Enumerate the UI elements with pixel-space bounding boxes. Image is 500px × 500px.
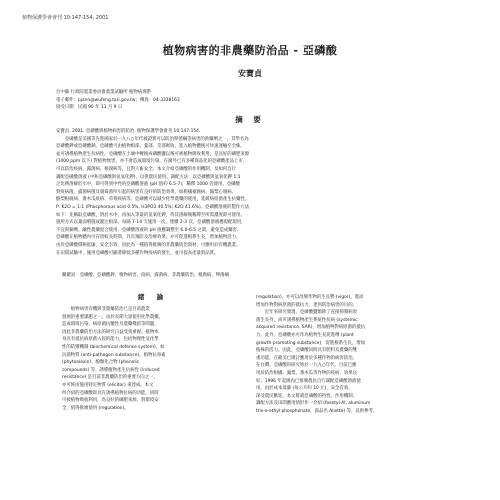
abstract-line: 在田間試驗中，施用亞磷酸可顯著降低多種作物疫病的發生，並可提高產量與品質。 (56, 250, 219, 256)
body-line: 身具有抵抗病原菌入侵的能力，包括物理性及化學 (62, 337, 159, 343)
accepted-date-line: 接受日期：民國 90 年 11 月 9 日 (56, 105, 123, 110)
introduction-heading: 緒 論 (137, 293, 169, 301)
body-line: 所介紹的亞磷酸即具有誘導植物抗病的功能，同時 (62, 390, 159, 396)
abstract-line: 如下：先稱取亞磷酸，溶於水中，再加入等量的氫氧化鉀，待其溶解後稀釋至所需濃度即可使用。 (56, 212, 245, 218)
contact-line: 電子郵件：pjann@wufeng.tari.gov.tw；傳真：04-3338162 (56, 97, 180, 103)
abstract-line: 安寶貞. 2001. 亞磷酸與植物病害的防治. 植物保護學會會刊 10:147-154. (56, 129, 201, 134)
body-line: 可被植物吸收利用，為良好的磷肥來源，對環境安 (62, 398, 159, 404)
body-line: 重功能，在歐美已廣泛應用於多種作物的病害防治。 (256, 355, 357, 361)
abstract-line: 亞磷酸在植物體內可存留較長時間，具有預防及治療效果，亦可促進根系生長，增加植物活力。 (56, 235, 241, 241)
body-line: acquired resistance, SAR)，增加植物對病原菌的抵抗 (256, 325, 366, 331)
body-line: growth-promoting substance)，促進根系生長，增加 (256, 340, 365, 346)
keywords-line: 關鍵詞：亞磷酸、亞磷酸鉀、植物病害、疫病、露菌病、非農藥防治、根腐病、卵菌綱 (62, 273, 229, 278)
body-line: 深受農民歡迎。本文將就亞磷酸的特性、作用機制、 (256, 393, 357, 399)
abstract-line: (1000 ppm 以下) 對植物無害，亦不會造成環境污染。在國外已有多種商品化的亞磷酸產品上市， (56, 159, 248, 165)
body-line: (regulation)，亦可以改變作物的生長勢 (vigor)，進而 (256, 295, 364, 300)
affiliation-line: 台中縣 行政院農業委員會農業試驗所 植物病理系 (56, 90, 151, 95)
affiliation-block (56, 89, 180, 112)
body-line: compounds) 等。誘導植物產生抗病性 (induced (62, 367, 160, 373)
abstract-line: 亞磷酸是美國等先進國家於一九八○年代被證實可以防治卵菌綱等病害的新藥劑之一，其學名為 (56, 136, 249, 142)
abstract-line: 之比例溶解於水中，即可得到中性的亞磷酸溶液 (pH 值約 6.5-7)，稀釋 1000 倍使用。亞磷酸 (56, 182, 240, 188)
body-line: 調配方法及田間應用情形作一介紹 (fosetyl-Al, aluminum (256, 401, 371, 407)
body-line: 造成環境污染、病原菌抗藥性及農藥殘留等問題， (62, 322, 159, 328)
paper-title: 植物病害的非農藥防治品 - 亞磷酸 (162, 44, 338, 57)
abstract-line: 亞磷酸鉀或亞磷酸鈉。亞磷酸可由植物根部、葉部、莖部吸收，進入植物體後可快速運輸至全株， (56, 144, 245, 150)
abstract-line: 不宜與銅劑、鹼性農藥混合使用。亞磷酸溶液的 pH 值應調整至 6.0-6.5 之間，避免造成藥害。 (56, 227, 242, 233)
body-line: 植物病害有機與非農藥防治已是目前農業 (62, 307, 150, 312)
running-head: 植物保護學會會刊 10:147-154, 2001 (22, 15, 109, 21)
body-line: 在台灣，亞磷酸的研究始於一九九○年代，目前已應 (256, 363, 357, 369)
body-line: tris-o-ethyl phosphonate，商品名 Aliette) 等，以供參考。 (256, 408, 378, 414)
body-line: 因此非農藥防治方法的研究日益受到重視。植物本 (62, 329, 159, 335)
body-line: 抗菌物質 (anti-pathogen substance)、植物抗毒素 (62, 352, 166, 358)
abstract-line: 調配亞磷酸溶液 (中和亞磷酸與氫氧化鉀)，以供農民使用。調配方法：以亞磷酸與氫氧化鉀 1:1 (56, 174, 241, 180)
abstract-body (56, 128, 446, 257)
body-line: resistance) 是目前非農藥防治的重要方向之一， (62, 375, 158, 381)
body-line: 好。1996 年起國內已推廣農民自行調配亞磷酸溶液使 (256, 378, 361, 384)
abstract-line: 對疫病菌、露菌病菌及腐霉菌所引起的病害有良好的防治效果，如柑橘裾腐病、鳳梨心腐病、 (56, 189, 237, 195)
body-line: 性的防禦機制 (biochemical defense system)，如 (62, 344, 165, 350)
abstract-line: 並可誘導植物產生抗病性。亞磷酸在土壤中轉換成磷酸鹽以後可被植物吸收利用，是良好的磷肥來源 (56, 151, 250, 157)
body-line: 全，值得推廣使用 (regulation)。 (62, 405, 129, 411)
abstract-heading: 摘 要 (235, 115, 265, 124)
body-line: 近年來研究發現，亞磷酸鹽類除了直接抑制病原 (256, 310, 357, 316)
body-line: (phytoalexin)、酚類化合物 (phenolic (62, 360, 140, 366)
body-line: 發展的重要課題之一。由於長期大量使用化學農藥， (62, 314, 163, 320)
abstract-line: 由於亞磷酸價格低廉、安全有效，因此為一種值得推廣的非農藥防治資材，可應用於有機農業。 (56, 242, 241, 248)
body-line: 用於防治柑橘、鳳梨、番木瓜等作物的疫病，效果良 (256, 370, 357, 376)
abstract-line: 酪梨根腐病、番木瓜疫病、草莓疫病等。亞磷酸可以減少化學農藥的使用，延緩病原菌產生抗藥性。 (56, 197, 250, 203)
body-line: 力。此外，亞磷酸亦可作為植物生長促進劑 (plant (256, 332, 354, 338)
body-line: 植株的活力。因此，亞磷酸同時具有肥料及農藥的雙 (256, 348, 357, 354)
abstract-line: 施用方式以葉面噴施或灌注根部，每隔 7-14 天施用一次，連續 2-3 次。亞磷酸溶液應現配現用， (56, 220, 246, 226)
abstract-line: P: K2O = 1:1 (Phosphorous acid 0.5%, H3PO3 40.5%; K2O 41.6%)。亞磷酸溶液的製作方法 (56, 204, 249, 210)
body-line: 增加作物對病原菌的抵抗力，達到防治病害的目的。 (256, 302, 357, 308)
intro-left-column (62, 306, 244, 412)
intro-right-column (256, 294, 438, 416)
body-line: 亦可經由施用特定物質 (elicitor) 來達成。本文 (62, 382, 154, 388)
abstract-line: 可以防治疫病、露菌病、根腐病等，且對人畜安全。本文介紹亞磷酸的作用機制，及如何自行 (56, 166, 237, 172)
body-line: 用，由於成本低廉 (每公升約 10 元)，安全有效， (256, 386, 353, 392)
body-line: 菌生長外，尚可誘導植物產生系統性抗病 (systemic (256, 317, 358, 323)
author-name: 安寶貞 (238, 69, 262, 78)
